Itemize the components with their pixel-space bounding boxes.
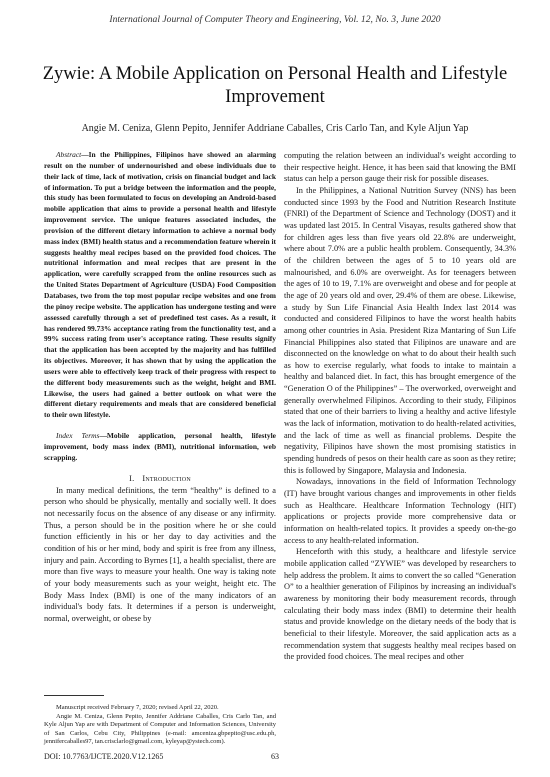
abstract: Abstract—In the Philippines, Filipinos have showed an alarming result on the number of undernourished and obese individuals due to their lack of time, lack of motivation, crisis on financial budget and lack of information. To put a bridge between the information and the people, this study has been formulated to focus on developing an Android-based mobile application that aims to provide a personal health and lifestyle improvement service. The unique features associated includes, the provision of the different dietary information to achieve a normal body mass index (BMI) health status and a recommendation feature wherein it suggests healthy meal recipes based on the provided food choices. The nutritional information and meal recipes that are present in the application, were carefully scrapped from the online resources such as the United States Department of Agriculture (USDA) Food Composition Databases, two from the top most popular recipe websites and one from the pinoy recipe website. The application has undergone testing and were assessed carefully through a set of predefined test cases. As a result, it has rendered 99.73% acceptance rating from the functionality test, and a 99% success rating from user's acceptance rating. These results signify that the application has been accepted by the majority and has fulfilled its objectives. Moreover, it has shown that by using the application the users were able to effectively keep track of their progress with respect to the different body measurements such as the weight, height and BMI. Likewise, the users had gained a better outlook on what were the different dietary requirements and meals that are considered beneficial to their own lifestyle. bbox=[44, 150, 276, 420]
left-column bbox=[44, 150, 276, 625]
body-paragraph: computing the relation between an individual's weight according to their respective height. Hence, it has been said that knowing the BMI status can help a person gauge their risk for possible diseases. bbox=[284, 151, 516, 184]
body-paragraph: Henceforth with this study, a healthcare and lifestyle service mobile application called “ZYWIE” was developed by researchers to help address the problem. It aims to convert the so called “Generation O” to a healthier generation of Filipinos by increasing an individual's awareness by monitoring their body measurement records, through calculating their body mass index (BMI) to determine their health status and provide knowledge on the dietary needs of the body that is beneficial to their lifestyle. Moreover, the said application acts as a recommendation system that suggests healthy meal recipes based on the provided food choices. The meal recipes and other bbox=[284, 547, 516, 662]
section-heading-introduction bbox=[44, 474, 276, 483]
doi: DOI: 10.7763/IJCTE.2020.V12.1265 bbox=[44, 752, 164, 761]
index-terms-label: Index Terms bbox=[56, 431, 100, 441]
paper-title: Zywie: A Mobile Application on Personal Health and Lifestyle Improvement bbox=[42, 64, 508, 107]
footnote-affiliation: Angie M. Ceniza, Glenn Pepito, Jennifer Addriane Caballes, Cris Carlo Tan, and Kyle Aljun Yap are with Department of Computer and Information Sciences, University of San Carlos, Cebu City, Philippines (e-mail: amceniza.gbpepito@usc.edu.ph, jennifercaballes97, tan.crisclarlo@gmail.com, kyleyap@ystech.com). bbox=[44, 712, 276, 745]
abstract-text: In the Philippines, Filipinos have showed an alarming result on the number of undernourished and obese individuals due to their lack of time, lack of motivation, crisis on financial budget and lack of information. To put a bridge between the information and the people, this study has been formulated to focus on developing an Android-based mobile application that aims to provide a personal health and lifestyle improvement service. The unique features associated includes, the provision of the different dietary information to achieve a normal body mass index (BMI) health status and a recommendation feature wherein it suggests healthy meal recipes based on the provided food choices. The nutritional information and meal recipes that are present in the application, were carefully scrapped from the online resources such as the United States Department of Agriculture (USDA) Food Composition Databases, two from the top most popular recipe websites and one from the pinoy recipe website. The application has undergone testing and were assessed carefully through a set of predefined test cases. As a result, it has rendered 99.73% acceptance rating from the functionality test, and a 99% success rating from user's acceptance rating. These results signify that the application has been accepted by the majority and has fulfilled its objectives. Moreover, it has shown that by using the application the users were able to effectively keep track of their progress with respect to the different body measurements such as the weight, height and BMI. Likewise, the users had gained a better outlook on what were the different dietary requirements and meals that are considered beneficial to their own lifestyle. bbox=[44, 150, 276, 420]
section-number: I. bbox=[129, 473, 135, 483]
journal-header: International Journal of Computer Theory and Engineering, Vol. 12, No. 3, June 2020 bbox=[109, 14, 441, 25]
footnote-received: Manuscript received February 7, 2020; revised April 22, 2020. bbox=[56, 704, 219, 711]
footnote bbox=[44, 704, 276, 747]
abstract-label: Abstract bbox=[56, 150, 82, 159]
section-title: Introduction bbox=[142, 473, 191, 483]
footnote-divider bbox=[44, 695, 104, 696]
body-paragraph: Nowadays, innovations in the field of Information Technology (IT) have brought various changes and improvements in other fields such as Healthcare. Healthcare Information Technology (HIT) applications or projects provide more comprehensive data or information on health-related topics. It provides a speedy on-the-go access to any health-related information. bbox=[284, 477, 516, 545]
body-paragraph: In the Philippines, a National Nutrition Survey (NNS) has been conducted since 1993 by the Food and Nutrition Research Institute (FNRI) of the Department of Science and Technology (DOST) and it was updated last 2015. In Central Visayas, results gathered show that for children ages less than five years old 22.8% are underweight, where about 7.0% are a public health problem. Consequently, 34.3% of the children between the ages of 5 to 10 years old are malnourished, and 6.0% are overweight. As for teenagers between the ages of 10 to 19, 7.1% are overweight and obese and for people at the age of 20 years old and over, 29.4% of them are obese. Likewise, a study by Sun Life Financial Asia Health Index last 2014 was conducted and considered Filipinos to have the worst health habits among other countries in Asia. President Riza Mantaring of Sun Life Financial Philippines also stated that Filipinos are unaware and are disconnected on the knowledge on what to do about their health such as how to exercise regularly, what foods to intake to maintain a healthy and balanced diet. In fact, this has brought emergence of the “Generation O of the Philippines” – The overworked, overweight and generally overwhelmed Filipinos. According to their study, Filipinos stated that one of their barriers to living a healthy and active lifestyle was the lack of information, motivation to do health-related activities, and the lack of time as well as financial problems. Despite the negativity, Filipinos have shown the most promising statistics in spending hundreds of pesos on their health care as soon as they retire; this is followed by Singapore, Malaysia and Indonesia. bbox=[284, 185, 517, 475]
index-terms: Index Terms—Mobile application, personal health, lifestyle improvement, body mass index (BMI), nutritional information, web scrapping. bbox=[44, 431, 276, 462]
body-paragraph: In many medical definitions, the term “healthy” is defined to a person who should be physically, mentally and socially well. It does not necessarily focus on the absence of any disease or any infirmity. Thus, a person should be in the position where he or she could function efficiently in his or her day to day activities and the condition of his or her mind, body and spirit is free from any illness, injury and pain. According to Byrnes [1], a health specialist, there are more than five ways to measure your health. One way is taking note of your body measurements such as your weight, height etc. The Body Mass Index (BMI) is one of the many indicators of an individual's body fats. It determines if a person is underweight, normal, overweight, or obese by bbox=[44, 485, 276, 623]
author-list: Angie M. Ceniza, Glenn Pepito, Jennifer Addriane Caballes, Cris Carlo Tan, and Kyle Aljun Yap bbox=[81, 123, 469, 134]
page-number: 63 bbox=[271, 752, 279, 761]
right-column bbox=[284, 150, 516, 663]
index-terms-text: Mobile application, personal health, lifestyle improvement, body mass index (BMI), nutritional information, web scrapping. bbox=[44, 431, 276, 462]
